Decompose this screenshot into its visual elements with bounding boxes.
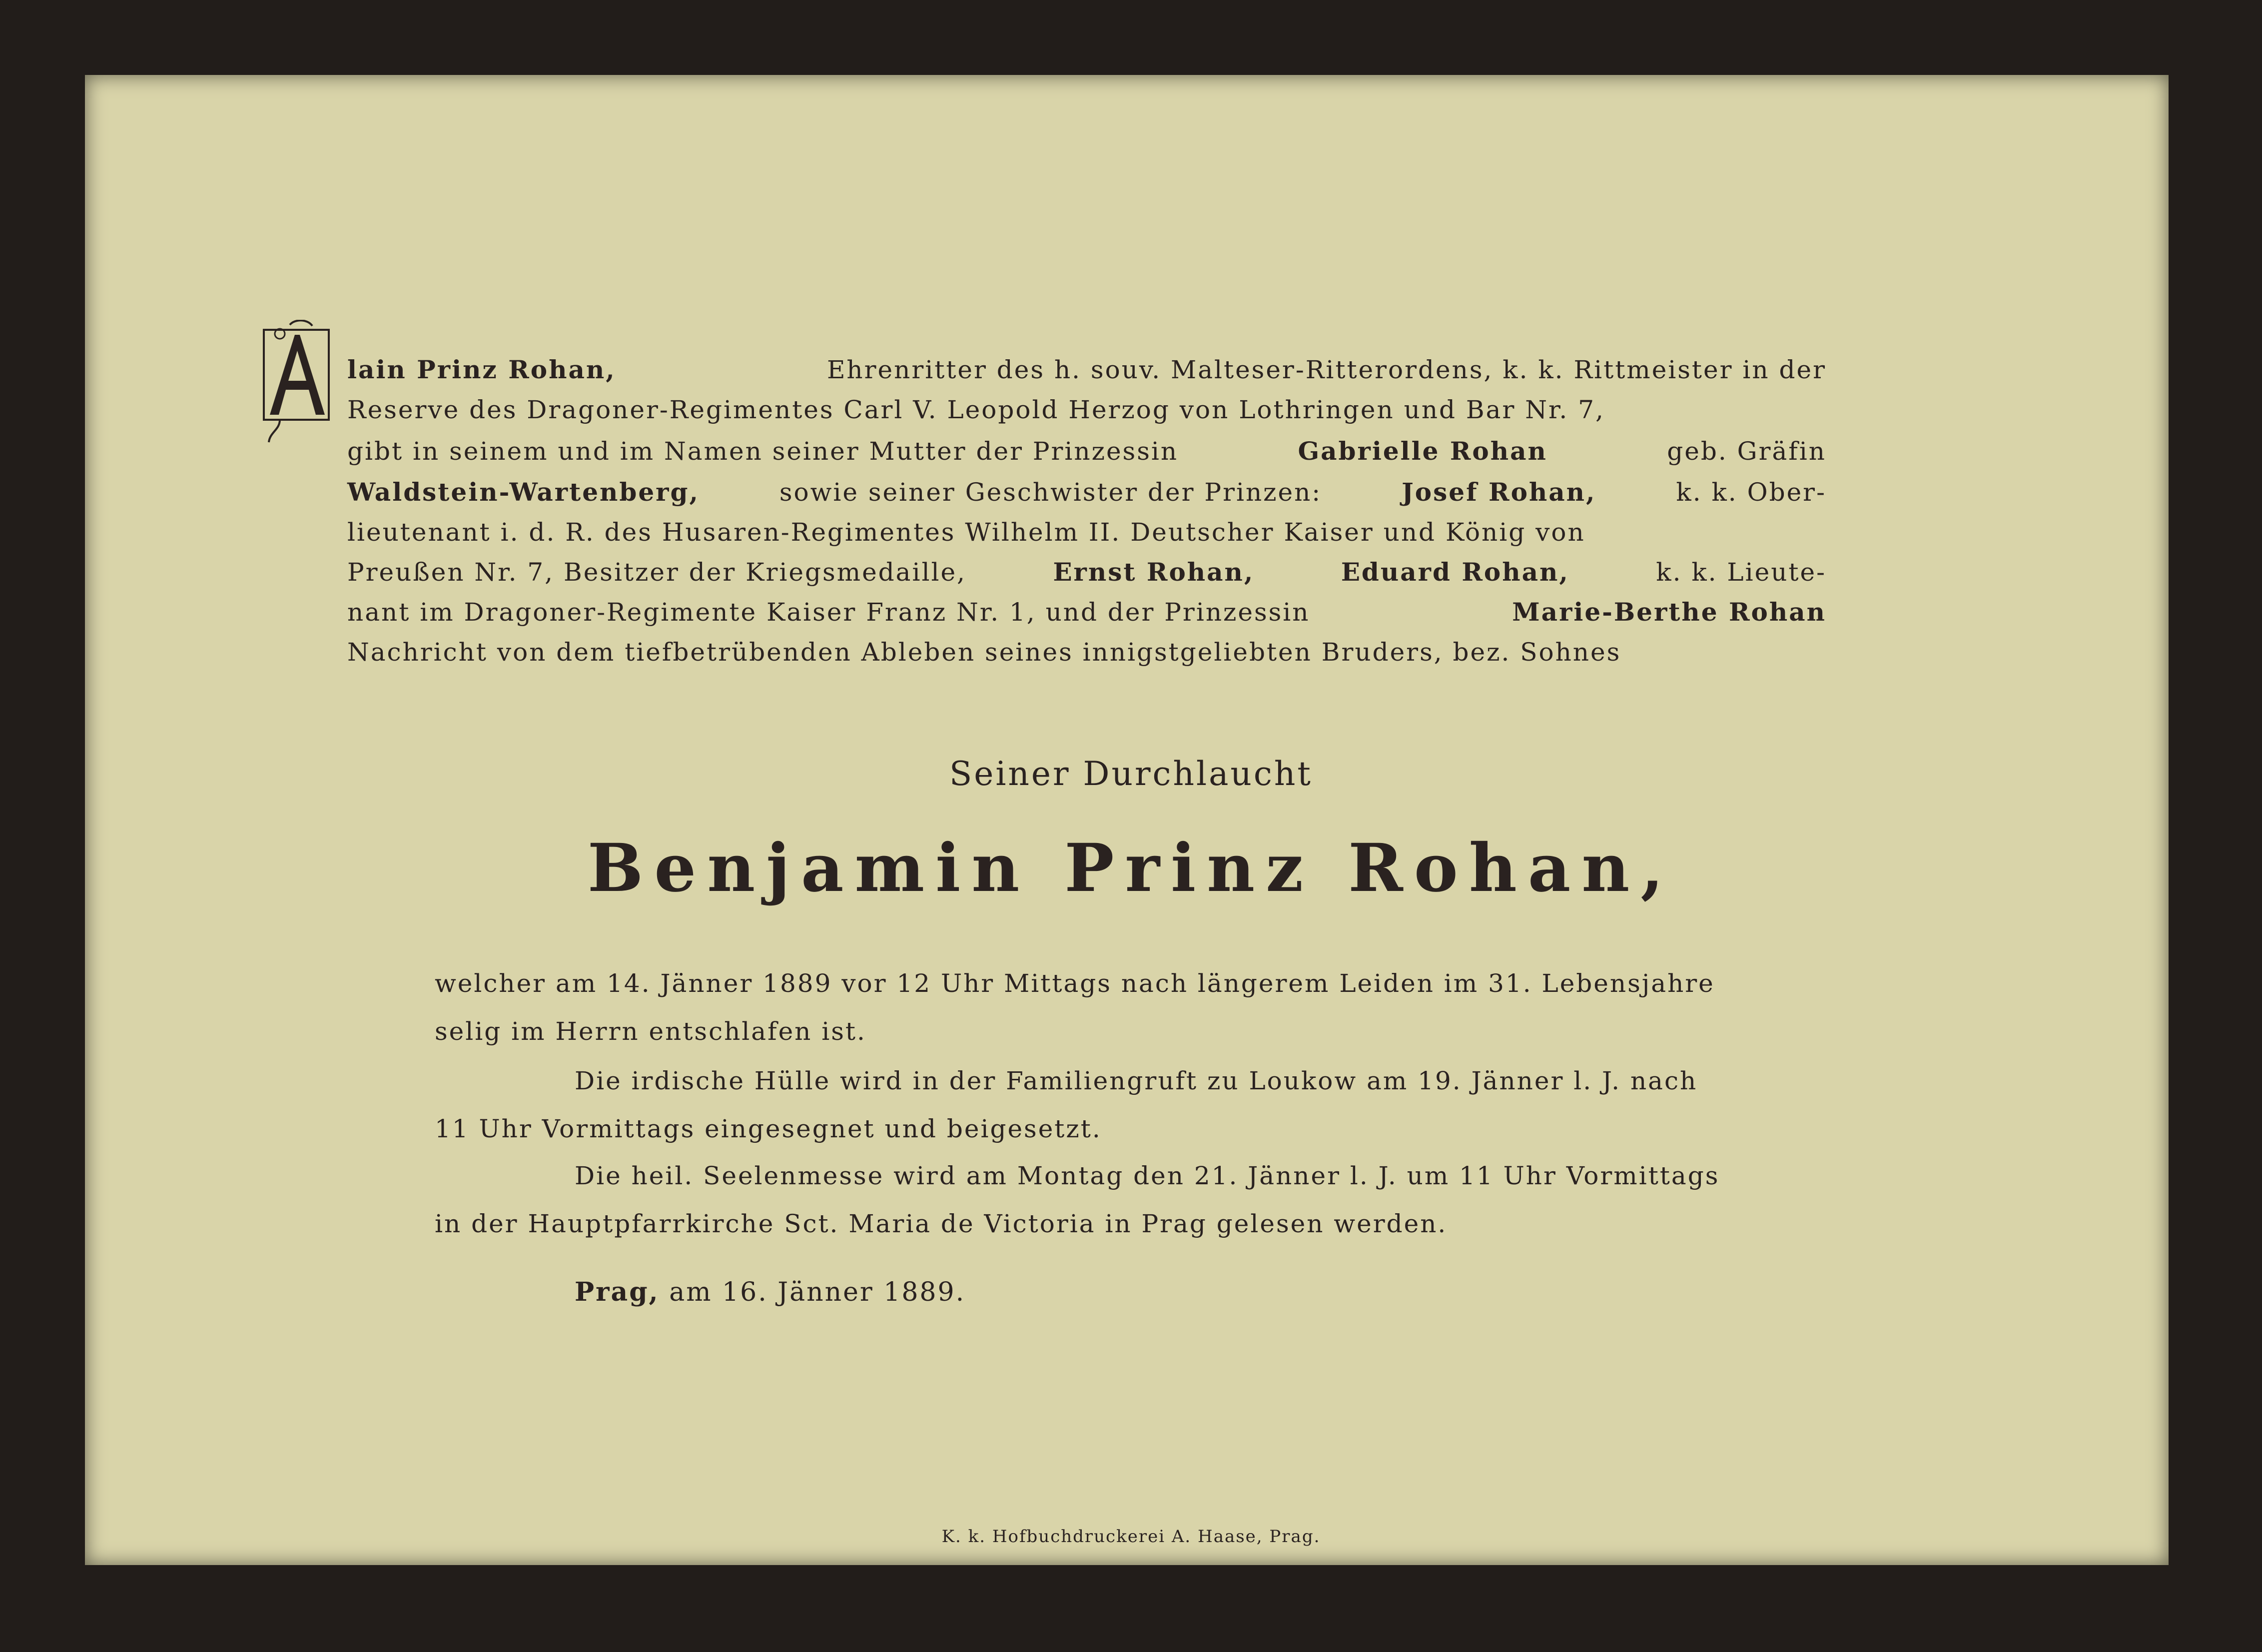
- intro-line-3: [347, 436, 1826, 466]
- brother-name: Ernst Rohan,: [1053, 557, 1255, 587]
- date: am 16. Jänner 1889.: [669, 1277, 966, 1307]
- printer-imprint: K. k. Hofbuchdruckerei A. Haase, Prag.: [941, 1527, 1321, 1547]
- deceased-name: Benjamin Prinz Rohan,: [587, 829, 1675, 907]
- sender-name: lain Prinz Rohan,: [347, 355, 616, 384]
- intro-text: Reserve des Dragoner-Regimentes Carl V. Leopold Herzog von Lothringen und Bar Nr. 7,: [347, 395, 1605, 424]
- burial-paragraph: [435, 1057, 1814, 1153]
- intro-paragraph: [347, 355, 1826, 715]
- intro-line-4: [347, 477, 1826, 507]
- intro-line-6: [347, 557, 1826, 587]
- intro-text: geb. Gräfin: [1667, 437, 1826, 466]
- sender-titles: Ehrenritter des h. souv. Malteser-Ritterordens, k. k. Rittmeister in der: [826, 355, 1826, 384]
- intro-text: Nachricht von dem tiefbetrübenden Ableben seines innigstgeliebten Bruders, bez. Sohnes: [347, 638, 1621, 667]
- intro-line-2: [347, 395, 1826, 425]
- mass-paragraph: [435, 1152, 1814, 1248]
- brother-name: Josef Rohan,: [1402, 477, 1596, 507]
- intro-text: sowie seiner Geschwister der Prinzen:: [779, 478, 1322, 507]
- intro-text: nant im Dragoner-Regimente Kaiser Franz Nr. 1, und der Prinzessin: [347, 598, 1310, 627]
- intro-line-1: [347, 355, 1826, 385]
- intro-line-8: [347, 637, 1621, 667]
- intro-text: gibt in seinem und im Namen seiner Mutter der Prinzessin: [347, 437, 1179, 466]
- honorific: Seiner Durchlaucht: [949, 755, 1313, 793]
- place: Prag,: [575, 1277, 660, 1307]
- mother-name: Gabrielle Rohan: [1298, 436, 1547, 466]
- ornamental-initial-a: [260, 320, 340, 445]
- burial-line-1: Die irdische Hülle wird in der Familiengruft zu Loukow am 19. Jänner l. J. nach: [575, 1066, 1698, 1095]
- intro-text: lieutenant i. d. R. des Husaren-Regimentes Wilhelm II. Deutscher Kaiser und König von: [347, 518, 1585, 547]
- death-line-1: welcher am 14. Jänner 1889 vor 12 Uhr Mittags nach längerem Leiden im 31. Lebensjahre: [435, 969, 1715, 998]
- paper-sheet: [85, 75, 2169, 1565]
- intro-text: k. k. Lieute-: [1656, 558, 1826, 587]
- intro-line-5: [347, 517, 1826, 547]
- intro-text: k. k. Ober-: [1676, 478, 1826, 507]
- intro-text: Preußen Nr. 7, Besitzer der Kriegsmedaille,: [347, 558, 966, 587]
- place-date: [575, 1277, 965, 1307]
- mass-line-2: in der Hauptpfarrkirche Sct. Maria de Victoria in Prag gelesen werden.: [435, 1209, 1448, 1238]
- brother-name: Eduard Rohan,: [1341, 557, 1569, 587]
- intro-line-7: [347, 597, 1826, 627]
- death-line-2: selig im Herrn entschlafen ist.: [435, 1017, 866, 1046]
- family-name: Waldstein-Wartenberg,: [347, 477, 700, 507]
- sister-name: Marie-Berthe Rohan: [1512, 597, 1826, 627]
- death-paragraph: [435, 959, 1814, 1055]
- mass-line-1: Die heil. Seelenmesse wird am Montag den 21. Jänner l. J. um 11 Uhr Vormittags: [575, 1161, 1720, 1190]
- burial-line-2: 11 Uhr Vormittags eingesegnet und beigesetzt.: [435, 1114, 1102, 1143]
